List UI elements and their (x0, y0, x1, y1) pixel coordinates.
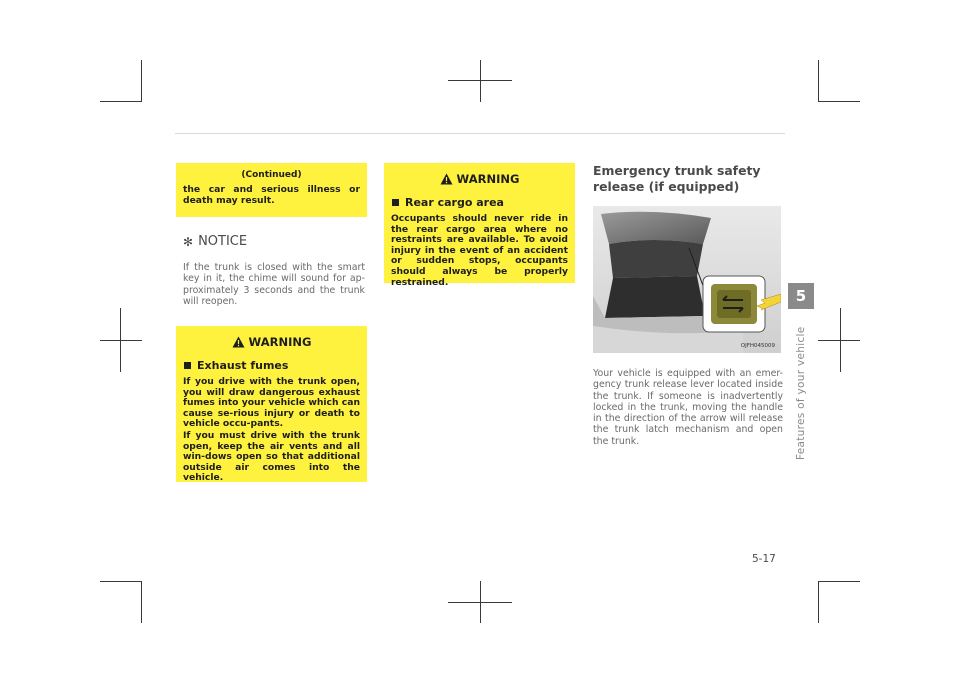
warning-subtitle: Rear cargo area (405, 196, 504, 209)
notice-title: NOTICE (198, 234, 248, 249)
trunk-release-text: Your vehicle is equipped with an emer-gency trunk release lever located inside the trunk. If someone is inadvertently locked in the trunk, moving the handle in the direction of the arrow will release the trunk latch mechanism and open the trunk. (593, 368, 783, 447)
warning-header (384, 172, 575, 186)
chapter-title: Features of your vehicle (795, 326, 807, 460)
warning-text: Occupants should never ride in the rear cargo area where no restraints are available. To avoid injury in the event of an accident or sudden stops, occupants should always be properly restrained. (391, 213, 568, 288)
warning-header (176, 335, 367, 349)
warning-text-2: If you must drive with the trunk open, keep the air vents and all win-dows open so that additional outside air comes into the vehicle. (183, 430, 360, 484)
continued-text: the car and serious illness or death may result. (183, 184, 360, 206)
warning-box-exhaust (176, 326, 367, 482)
bullet-square-icon (392, 199, 399, 206)
warning-triangle-icon (440, 173, 453, 185)
continued-warning-box (176, 163, 367, 217)
notice-heading (183, 234, 247, 249)
warning-triangle-icon (232, 336, 245, 348)
warning-label: WARNING (248, 335, 312, 349)
chapter-tab: 5 (788, 283, 814, 309)
section-heading: Emergency trunk safety release (if equipped) (593, 163, 761, 194)
image-code: OJFH045009 (740, 343, 775, 349)
page-number: 5-17 (752, 553, 776, 565)
asterisk-icon: ✻ (183, 234, 194, 249)
trunk-illustration (593, 206, 781, 353)
warning-subtitle-row (392, 196, 504, 209)
trunk-release-image (593, 206, 781, 353)
continued-label: (Continued) (241, 170, 302, 180)
header-rule (175, 133, 785, 134)
bullet-square-icon (184, 362, 191, 369)
warning-box-cargo (384, 163, 575, 288)
warning-text-1: If you drive with the trunk open, you will draw dangerous exhaust fumes into your vehicle which can cause se-rious injury or death to vehicle occu-pants. (183, 376, 360, 430)
notice-text: If the trunk is closed with the smart key in it, the chime will sound for ap-proximately 3 seconds and the trunk will reopen. (183, 262, 365, 307)
warning-subtitle: Exhaust fumes (197, 359, 289, 372)
warning-label: WARNING (456, 172, 520, 186)
warning-subtitle-row (184, 359, 288, 372)
